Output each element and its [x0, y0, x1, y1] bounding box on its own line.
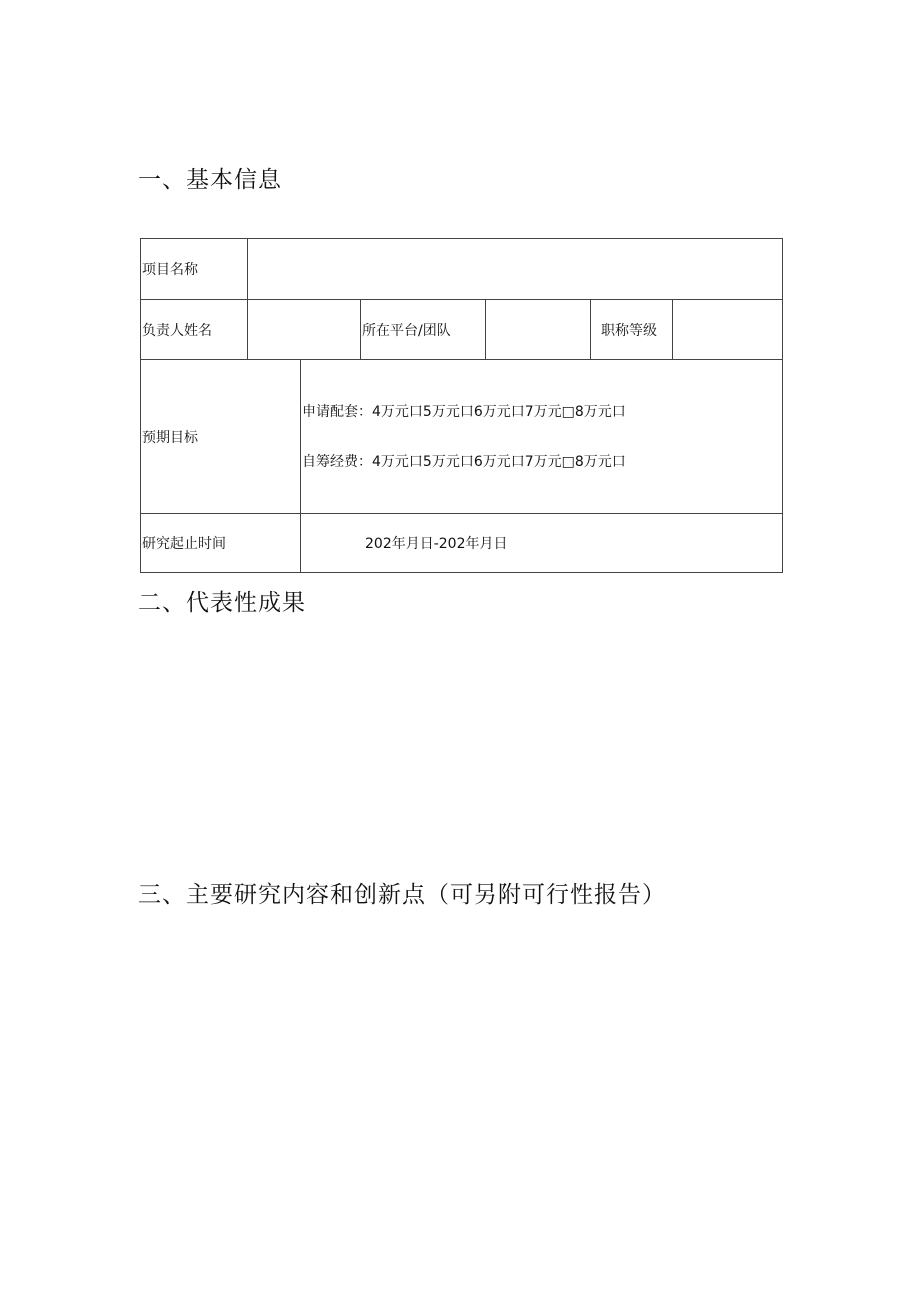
platform-team-label: 所在平台/团队	[361, 300, 486, 359]
platform-team-field[interactable]	[486, 300, 591, 359]
title-level-label: 职称等级	[591, 300, 673, 359]
table-row-research-period	[141, 514, 782, 572]
apply-funding-line[interactable]: 申请配套：4万元口5万元口6万元口7万元□8万元口	[302, 403, 626, 420]
table-row-expected-goal	[141, 360, 782, 514]
research-period-field[interactable]: 202年月日-202年月日	[365, 536, 508, 552]
basic-info-table	[140, 238, 783, 573]
expected-goal-options	[301, 360, 782, 513]
project-name-label: 项目名称	[141, 239, 248, 299]
research-period-label: 研究起止时间	[141, 514, 301, 572]
self-funding-line[interactable]: 自筹经费：4万元口5万元口6万元口7万元□8万元口	[302, 453, 626, 470]
table-row-project-name	[141, 239, 782, 300]
title-level-field[interactable]	[673, 300, 782, 359]
expected-goal-label: 预期目标	[141, 360, 301, 513]
leader-name-field[interactable]	[248, 300, 361, 359]
section-heading-achievements: 二、代表性成果	[138, 590, 306, 616]
table-row-leader	[141, 300, 782, 360]
leader-name-label: 负责人姓名	[141, 300, 248, 359]
section-heading-research-content: 三、主要研究内容和创新点（可另附可行性报告）	[138, 882, 666, 908]
project-name-field[interactable]	[248, 239, 782, 299]
section-heading-basic-info: 一、基本信息	[138, 167, 282, 193]
